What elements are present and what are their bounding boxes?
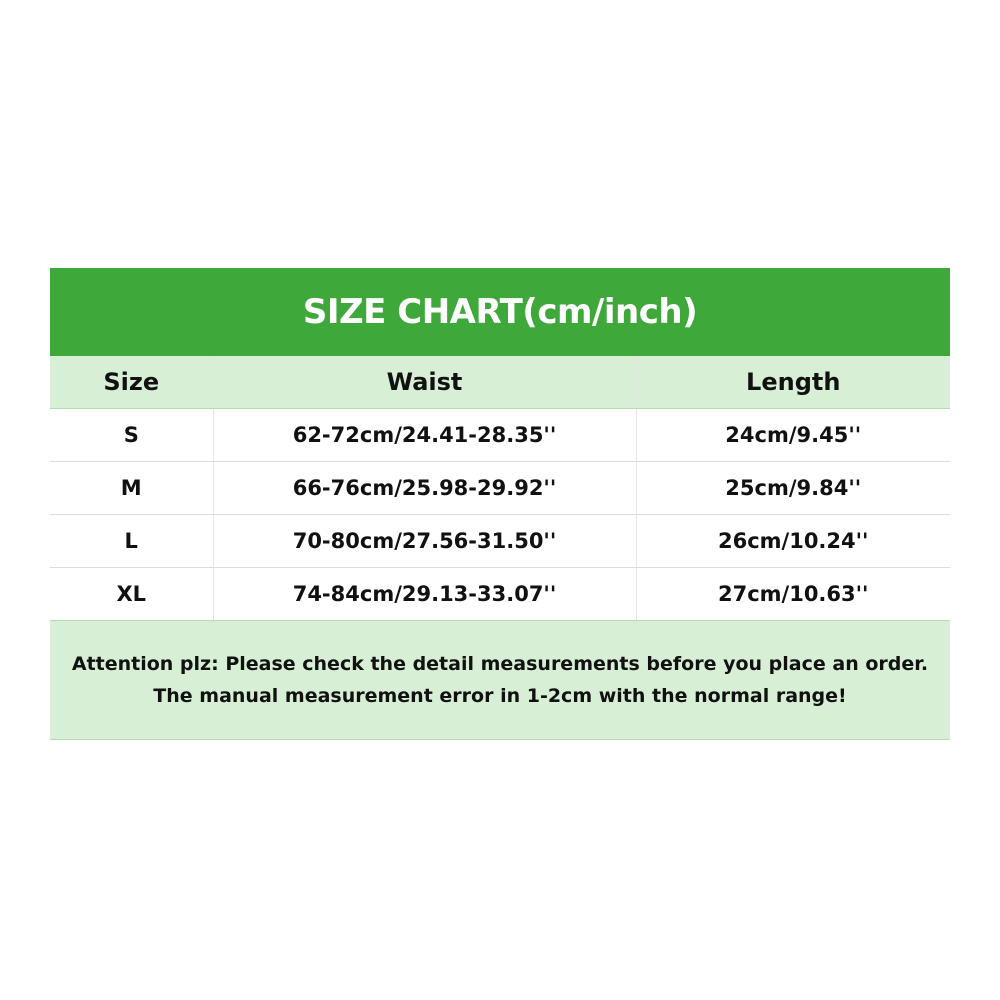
size-cell: L — [50, 515, 213, 568]
column-header-waist: Waist — [213, 356, 636, 409]
waist-cell: 66-76cm/25.98-29.92'' — [213, 462, 636, 515]
notice-line-error-range: The manual measurement error in 1-2cm with the normal range! — [153, 685, 847, 707]
waist-cell: 70-80cm/27.56-31.50'' — [213, 515, 636, 568]
waist-cell: 74-84cm/29.13-33.07'' — [213, 568, 636, 621]
length-cell: 26cm/10.24'' — [636, 515, 950, 568]
chart-title-bar — [50, 268, 950, 356]
waist-cell: 62-72cm/24.41-28.35'' — [213, 409, 636, 462]
size-cell: M — [50, 462, 213, 515]
column-header-size: Size — [50, 356, 213, 409]
size-cell: XL — [50, 568, 213, 621]
table-row — [50, 409, 950, 462]
table-row — [50, 462, 950, 515]
size-cell: S — [50, 409, 213, 462]
size-chart — [50, 268, 950, 739]
column-header-length: Length — [636, 356, 950, 409]
length-cell: 24cm/9.45'' — [636, 409, 950, 462]
length-cell: 27cm/10.63'' — [636, 568, 950, 621]
length-cell: 25cm/9.84'' — [636, 462, 950, 515]
size-table — [50, 356, 950, 621]
notice-line-attention: Attention plz: Please check the detail measurements before you place an order. — [71, 653, 929, 675]
attention-notice — [50, 620, 950, 740]
table-row — [50, 515, 950, 568]
table-header-row — [50, 356, 950, 409]
chart-title: SIZE CHART(cm/inch) — [302, 292, 698, 332]
table-row — [50, 568, 950, 621]
